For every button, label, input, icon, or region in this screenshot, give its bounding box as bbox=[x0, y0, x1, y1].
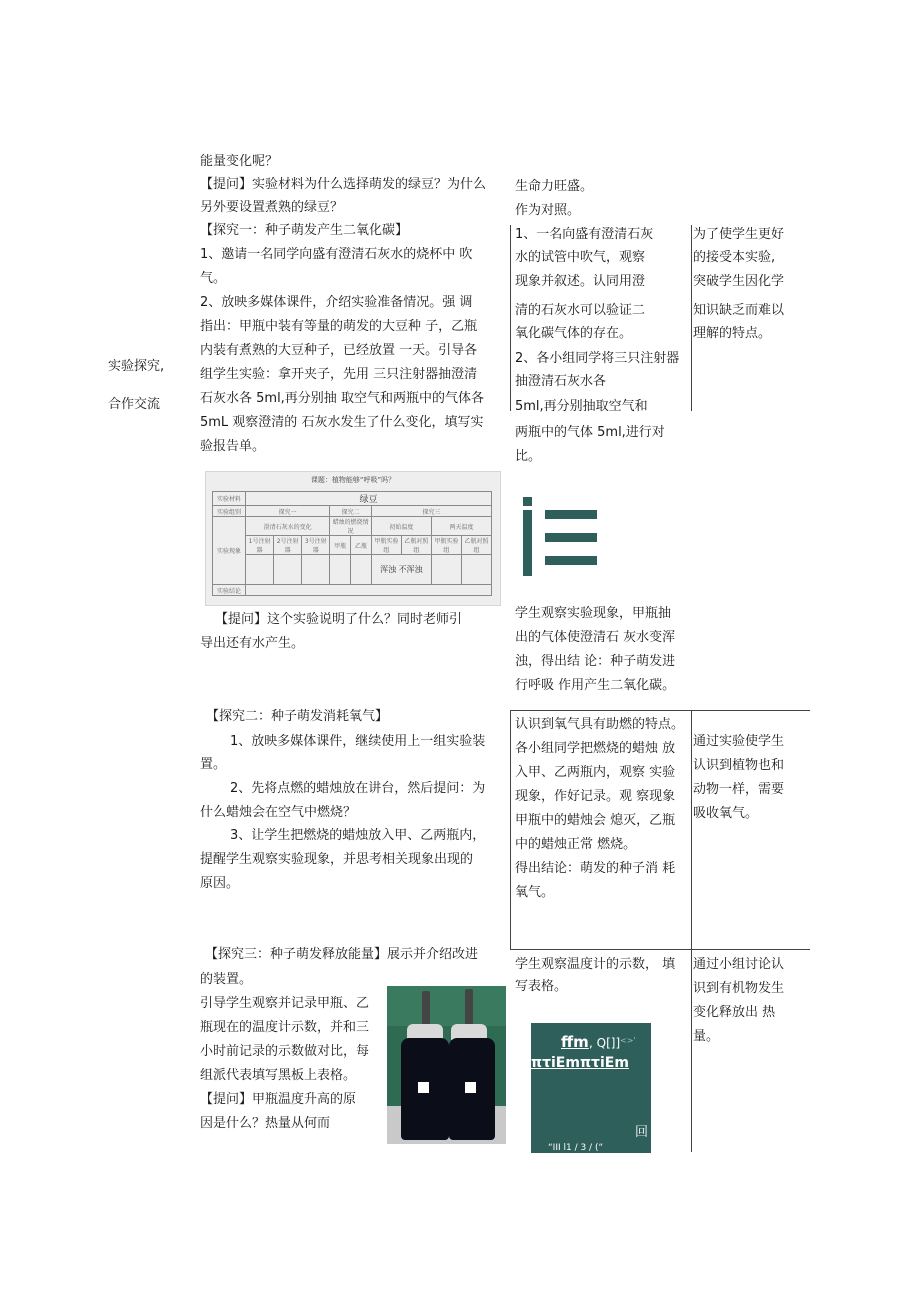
text-line: 学生观察温度计的示数， 填 bbox=[515, 957, 676, 972]
text-line: 置。 bbox=[200, 757, 227, 772]
bottle-label bbox=[418, 1082, 429, 1093]
slide-text: πτiEmπτiEm bbox=[531, 1055, 629, 1071]
text-line: 认识到氧气具有助燃的特点。 bbox=[515, 717, 685, 732]
slide-text: , Q[]] bbox=[589, 1036, 621, 1050]
text-line: 2、各小组同学将三只注射器 bbox=[515, 351, 680, 366]
text-line: 组派代表填写黑板上表格。 bbox=[200, 1068, 357, 1083]
text-line: 生命力旺盛。 bbox=[515, 179, 594, 194]
text-line: 2、先将点燃的蜡烛放在讲台，然后提问：为 bbox=[230, 781, 486, 796]
text-line: 因是什么？热量从何而 bbox=[200, 1116, 331, 1131]
worksheet-row-label: 实验组别 bbox=[213, 506, 246, 517]
bottles-photo bbox=[387, 986, 506, 1144]
text-line: 通过小组讨论认 bbox=[693, 957, 785, 972]
worksheet-table bbox=[212, 491, 492, 596]
text-line: 验报告单。 bbox=[200, 439, 266, 454]
worksheet-row-label: 实验结论 bbox=[213, 585, 246, 596]
text-line: 认识到植物也和 bbox=[693, 758, 785, 773]
text-line: 现象，作好记录。观 察现象 bbox=[515, 789, 676, 804]
text-line: 各小组同学把燃烧的蜡烛 放 bbox=[515, 741, 676, 756]
text-line: 理解的特点。 bbox=[693, 326, 772, 341]
worksheet-group: 探究一 bbox=[246, 506, 330, 517]
slide-photo bbox=[531, 1023, 651, 1153]
worksheet-material bbox=[246, 492, 492, 506]
text-line: 5ml,再分别抽取空气和 bbox=[515, 399, 648, 414]
graphic-bar bbox=[545, 556, 597, 565]
text-line: 【提问】甲瓶温度升高的原 bbox=[200, 1092, 357, 1107]
worksheet-cell: 1号注射器 bbox=[246, 536, 274, 555]
thermometer-icon bbox=[422, 991, 430, 1026]
worksheet-row-label: 实验现象 bbox=[213, 517, 246, 585]
text-line: 浊，得出结 论：种子萌发进 bbox=[515, 654, 676, 669]
worksheet-cell: 乙瓶 bbox=[351, 536, 372, 555]
text-line: 作为对照。 bbox=[515, 203, 581, 218]
worksheet-cell: 乙瓶对照组 bbox=[461, 536, 491, 555]
text-line: 1、邀请一名同学向盛有澄清石灰水的烧杯中 吹 bbox=[200, 247, 473, 262]
slide-text: <>' bbox=[620, 1036, 636, 1045]
worksheet-group: 探究三 bbox=[371, 506, 491, 517]
text-line: 为了使学生更好 bbox=[693, 227, 785, 242]
worksheet-cell: 2号注射器 bbox=[274, 536, 302, 555]
graphic-stem bbox=[523, 510, 532, 576]
worksheet-cell: 甲瓶实验组 bbox=[431, 536, 461, 555]
text-line: 两瓶中的气体 5ml,进行对 bbox=[515, 425, 665, 440]
text-line: 【探究一：种子萌发产生二氧化碳】 bbox=[200, 223, 409, 238]
text-line: 1、一名向盛有澄清石灰 bbox=[515, 227, 654, 242]
text-line: 变化释放出 热 bbox=[693, 1005, 776, 1020]
worksheet-cell: 甲瓶 bbox=[330, 536, 351, 555]
text-line: 内装有煮熟的大豆种子，已经放置 一天。引导各 bbox=[200, 343, 478, 358]
text-line: 石灰水各 5ml,再分别抽 取空气和两瓶中的气体各 bbox=[200, 391, 484, 406]
text-line: 3、让学生把燃烧的蜡烛放入甲、乙两瓶内， bbox=[230, 828, 486, 843]
worksheet-handwriting: 浑浊 不浑浊 bbox=[371, 555, 431, 585]
text-line: 另外要设置煮熟的绿豆？ bbox=[200, 200, 344, 215]
worksheet-cell bbox=[461, 555, 491, 585]
text-line: 通过实验使学生 bbox=[693, 734, 785, 749]
text-line: 知识缺乏而难以 bbox=[693, 303, 785, 318]
text-line: 氧气。 bbox=[515, 885, 555, 900]
table-divider bbox=[510, 710, 511, 950]
text-line: 得出结论：萌发的种子消 耗 bbox=[515, 861, 676, 876]
worksheet-cell bbox=[431, 555, 461, 585]
text-line: 行呼吸 作用产生二氧化碳。 bbox=[515, 678, 676, 693]
text-line: 1、放映多媒体课件，继续使用上一组实验装 bbox=[230, 734, 486, 749]
worksheet-title: 课题：植物能够“呼吸”吗？ bbox=[310, 476, 396, 484]
text-line: 气。 bbox=[200, 271, 227, 286]
table-divider bbox=[510, 225, 511, 411]
text-line: 比。 bbox=[515, 449, 542, 464]
text-line: 甲瓶中的蜡烛会 熄灭，乙瓶 bbox=[515, 813, 676, 828]
worksheet-subheader: 两天温度 bbox=[431, 517, 491, 536]
text-line: 水的试管中吹气，观察 bbox=[515, 250, 646, 265]
section-label-line-2: 合作交流 bbox=[108, 397, 161, 412]
worksheet-cell bbox=[351, 555, 372, 585]
photo-background bbox=[387, 986, 506, 1026]
table-divider bbox=[510, 710, 810, 711]
worksheet-cell: 3号注射器 bbox=[302, 536, 330, 555]
text-line: 导出还有水产生。 bbox=[200, 636, 305, 651]
worksheet-cell bbox=[246, 555, 274, 585]
graphic-dot bbox=[523, 497, 532, 506]
text-line: 动物一样，需要 bbox=[693, 782, 785, 797]
table-divider bbox=[691, 225, 692, 411]
text-line: 出的气体使澄清石 灰水变浑 bbox=[515, 630, 676, 645]
text-line: 的接受本实验, bbox=[693, 250, 776, 265]
text-line: 学生观察实验现象，甲瓶抽 bbox=[515, 606, 672, 621]
worksheet-subheader: 蜡烛的燃烧情况 bbox=[330, 517, 372, 536]
slide-text: ffm bbox=[561, 1033, 589, 1051]
worksheet-subheader: 澄清石灰水的变化 bbox=[246, 517, 330, 536]
text-line: 【提问】这个实验说明了什么？同时老师引 bbox=[215, 612, 463, 627]
worksheet-cell bbox=[302, 555, 330, 585]
text-line: 引导学生观察并记录甲瓶、乙 bbox=[200, 996, 370, 1011]
worksheet-cell: 乙瓶对照组 bbox=[401, 536, 431, 555]
text-line: 清的石灰水可以验证二 bbox=[515, 303, 646, 318]
thermometer-icon bbox=[465, 989, 473, 1026]
text-line: 能量变化呢？ bbox=[200, 154, 279, 169]
text-line: 指出：甲瓶中装有等量的萌发的大豆种 子，乙瓶 bbox=[200, 319, 478, 334]
text-line: 提醒学生观察实验现象，并思考相关现象出现的 bbox=[200, 852, 474, 867]
section-label-line-1: 实验探究, bbox=[108, 359, 165, 374]
text-line: 【提问】实验材料为什么选择萌发的绿豆？为什么 bbox=[200, 177, 487, 192]
worksheet-photo bbox=[205, 471, 501, 606]
text-line: 的装置。 bbox=[200, 972, 253, 987]
text-line: 原因。 bbox=[200, 876, 240, 891]
worksheet-row-label: 实验材料 bbox=[213, 492, 246, 506]
text-line: 写表格。 bbox=[515, 979, 568, 994]
worksheet-cell: 甲瓶实验组 bbox=[371, 536, 401, 555]
text-line: 【探究二：种子萌发消耗氧气】 bbox=[206, 709, 389, 724]
worksheet-handwritten-material: 绿豆 bbox=[359, 495, 378, 505]
text-line: 瓶现在的温度计示数，并和三 bbox=[200, 1020, 370, 1035]
text-line: 组学生实验：拿开夹子，先用 三只注射器抽澄清 bbox=[200, 367, 478, 382]
text-line: 吸收氧气。 bbox=[693, 806, 759, 821]
text-line: 2、放映多媒体课件，介绍实验准备情况。强 调 bbox=[200, 295, 473, 310]
graphic-bar bbox=[545, 533, 597, 542]
worksheet-cell bbox=[330, 555, 351, 585]
text-line: 什么蜡烛会在空气中燃烧？ bbox=[200, 805, 357, 820]
worksheet-group: 探究二 bbox=[330, 506, 372, 517]
graphic-bar bbox=[545, 510, 597, 519]
text-line: 氧化碳气体的存在。 bbox=[515, 326, 633, 341]
text-line: 入甲、乙两瓶内，观察 实验 bbox=[515, 765, 676, 780]
slide-text: 回 bbox=[635, 1125, 649, 1140]
text-line: 【探究三：种子萌发释放能量】展示并介绍改进 bbox=[205, 947, 479, 962]
slide-text: “III l1 / 3 / (“ bbox=[548, 1143, 604, 1153]
table-divider bbox=[510, 949, 810, 950]
worksheet-cell bbox=[274, 555, 302, 585]
text-line: 识到有机物发生 bbox=[693, 981, 785, 996]
text-line: 中的蜡烛正常 燃烧。 bbox=[515, 837, 637, 852]
text-line: 5mL 观察澄清的 石灰水发生了什么变化，填写实 bbox=[200, 415, 484, 430]
bottle-label bbox=[465, 1082, 476, 1093]
table-divider bbox=[691, 710, 692, 1152]
text-line: 小时前记录的示数做对比，每 bbox=[200, 1044, 370, 1059]
text-line: 现象并叙述。认同用澄 bbox=[515, 274, 646, 289]
worksheet-subheader: 初始温度 bbox=[371, 517, 431, 536]
worksheet-conclusion-cell bbox=[246, 585, 492, 596]
text-line: 突破学生因化学 bbox=[693, 274, 785, 289]
text-line: 抽澄清石灰水各 bbox=[515, 374, 607, 389]
text-line: 量。 bbox=[693, 1029, 720, 1044]
